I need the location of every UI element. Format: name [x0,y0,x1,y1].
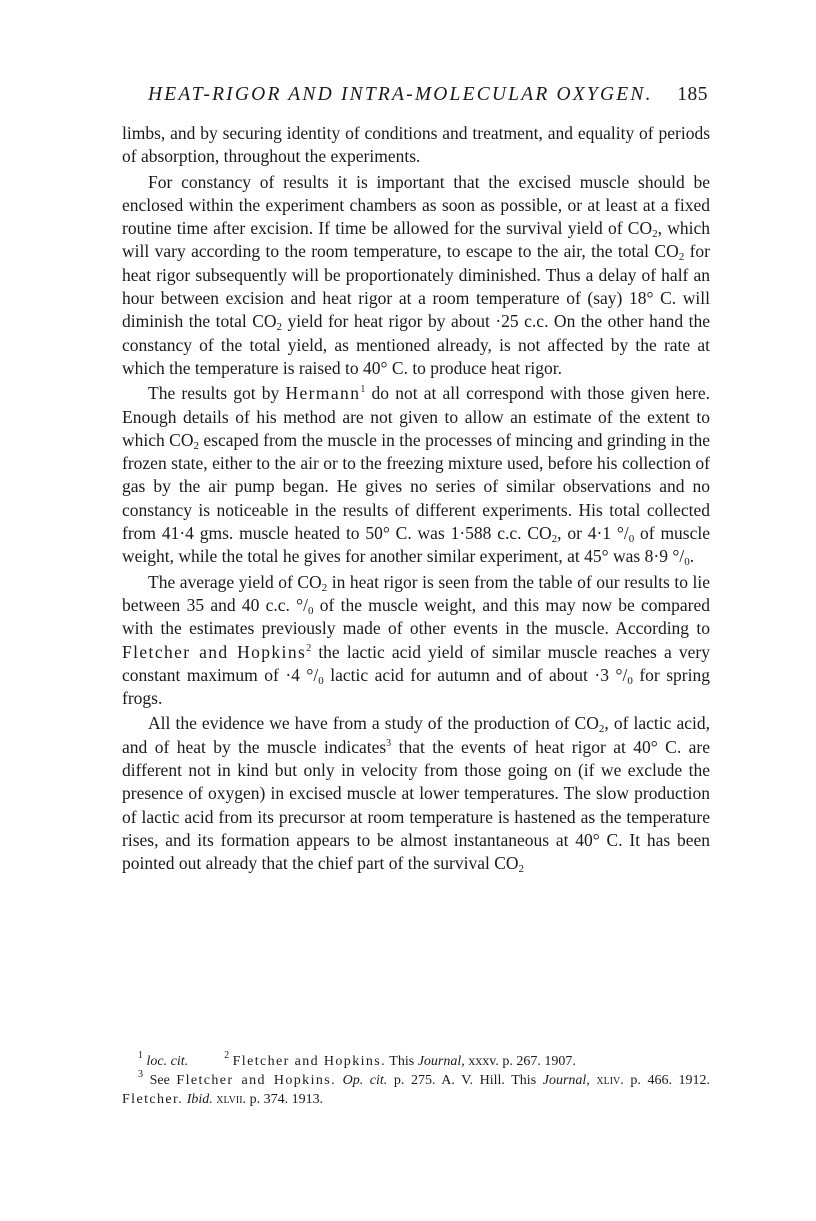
footnote-marker: 1 [138,1050,143,1061]
footnote-2-authors: Fletcher and Hopkins. [232,1054,387,1069]
footnote-ref-3: 3 [386,737,392,749]
author-name: Hermann [285,383,361,404]
footnote-1-2 [122,1052,710,1071]
subscript: 2 [321,581,328,594]
text-run: For constancy of results it is important that the excised muscle should be enclosed within the experiment chambers as soon as possible, or at least at a fixed routine time after excision. If time be allowed for the survival yield of CO [122,171,710,239]
subscript: 2 [518,863,525,876]
subscript: 2 [652,228,658,241]
subscript: 2 [551,533,558,546]
text-run: Ibid. [186,1092,213,1107]
volume: xliv. [596,1073,624,1088]
text-run: , of lactic acid, and of heat by the muscle indicates [122,713,711,757]
text-run: , or 4·1 °/ [557,523,629,544]
text-run: Op. cit. [342,1073,388,1088]
text-run: p. 466. 1912. [630,1073,711,1088]
footnote-ref-2: 2 [306,642,312,654]
footnote-3-authors: Fletcher and Hopkins. [176,1073,337,1088]
subscript: 2 [678,251,685,264]
subscript: 2 [276,321,283,334]
text-run: , which will vary according to the room temperature, to escape to the air, the total CO [122,218,710,262]
author-name: Fletcher and Hopkins [122,641,307,662]
subscript: 2 [598,723,605,736]
paragraph-3 [122,382,710,568]
text-run: p. 275. A. V. Hill. This [387,1073,543,1088]
text-run: for heat rigor subsequently will be proportionately diminished. Thus a delay of half an hour between excision and heat rigor at a room temperature of (say) 18° C. will diminish the total CO [122,241,710,332]
journal-name: Journal [542,1073,587,1088]
text-run: do not at all correspond with those given here. Enough details of his method are not given to allow an estimate of the extent to which CO [122,383,711,450]
author-name: Fletcher. [122,1092,184,1107]
footnotes [122,1052,710,1109]
subscript: 2 [193,439,199,452]
text-run: yield for heat rigor by about ·25 c.c. On the other hand the constancy of the total yield, as mentioned already, is not affected by the rate at which the temperature is raised to 40° C. to produce heat rigor. [122,311,710,378]
running-header [122,84,708,114]
text-run: This [386,1054,418,1069]
body-text [122,122,710,878]
page-number: 185 [677,84,708,105]
journal-name: Journal [417,1054,462,1069]
text-run: the lactic acid yield of similar muscle reaches a very constant maximum of ·4 °/ [122,641,710,685]
footnote-marker: 3 [138,1069,143,1080]
subscript: 0 [684,556,690,569]
paragraph-1 [122,122,710,169]
volume: xlvii. [216,1092,247,1107]
subscript: 0 [627,674,633,687]
text-run: escaped from the muscle in the processes of mincing and grinding in the frozen state, either to the air or to the freezing mixture used, before his collection of gas by the air pump began. He gives no series of similar observations and no constancy is noticeable in the results of different experiments. His total collected from 41·4 gms. muscle heated to 50° C. was 1·588 c.c. CO [122,429,711,544]
footnote-ref-1: 1 [360,384,366,396]
subscript: 0 [308,604,314,617]
text-run: The results got by [148,383,286,404]
text-run: The average yield of CO [148,571,322,592]
paragraph-4 [122,571,710,711]
subscript: 0 [628,533,635,546]
text-run: All the evidence we have from a study of the production of CO [148,713,599,734]
paragraph-5 [122,712,710,875]
text-run: limbs, and by securing identity of conditions and treatment, and equality of periods of absorption, throughout the experiments. [122,123,710,167]
running-title: HEAT-RIGOR AND INTRA-MOLECULAR OXYGEN. [148,84,653,105]
text-run: of the muscle weight, and this may now be compared with the estimates previously made of other events in the muscle. According to [122,594,711,639]
text-run: in heat rigor is seen from the table of our results to lie between 35 and 40 c.c. °/ [122,571,710,615]
text-run: lactic acid for autumn and of about ·3 °/ [323,664,628,685]
text-run: . [689,546,695,567]
text-run: , xxxv. p. 267. 1907. [461,1054,576,1069]
footnote-marker: 2 [224,1050,230,1061]
paragraph-2 [122,171,710,381]
text-run: of muscle weight, while the total he gives for another similar experiment, at 45° was 8·9 °/ [122,523,711,567]
footnote-1-text: loc. cit. [146,1054,189,1069]
text-run: for spring frogs. [122,664,710,709]
text-run: that the events of heat rigor at 40° C. are different not in kind but only in velocity from those going on (if we exclude the presence of oxygen) in excised muscle at lower temperatures. The slow production of lactic acid from its precursor at room temperature is hastened as the temperature rises, and its formation appears to be almost instantaneous at 40° C. It has been pointed out already that the chief part of the survival CO [122,736,710,874]
text-run: p. 374. 1913. [246,1092,324,1107]
footnote-3: $^3$ See Fletcher and Hopkins. Op. cit. p. 275. A. V. Hill. This Journal, xliv. p. 466. 1912. Fletcher. Ibid. xlvii. p. 374. 1913. [122,1069,711,1107]
subscript: 0 [318,674,324,687]
text-run: See [149,1073,177,1088]
